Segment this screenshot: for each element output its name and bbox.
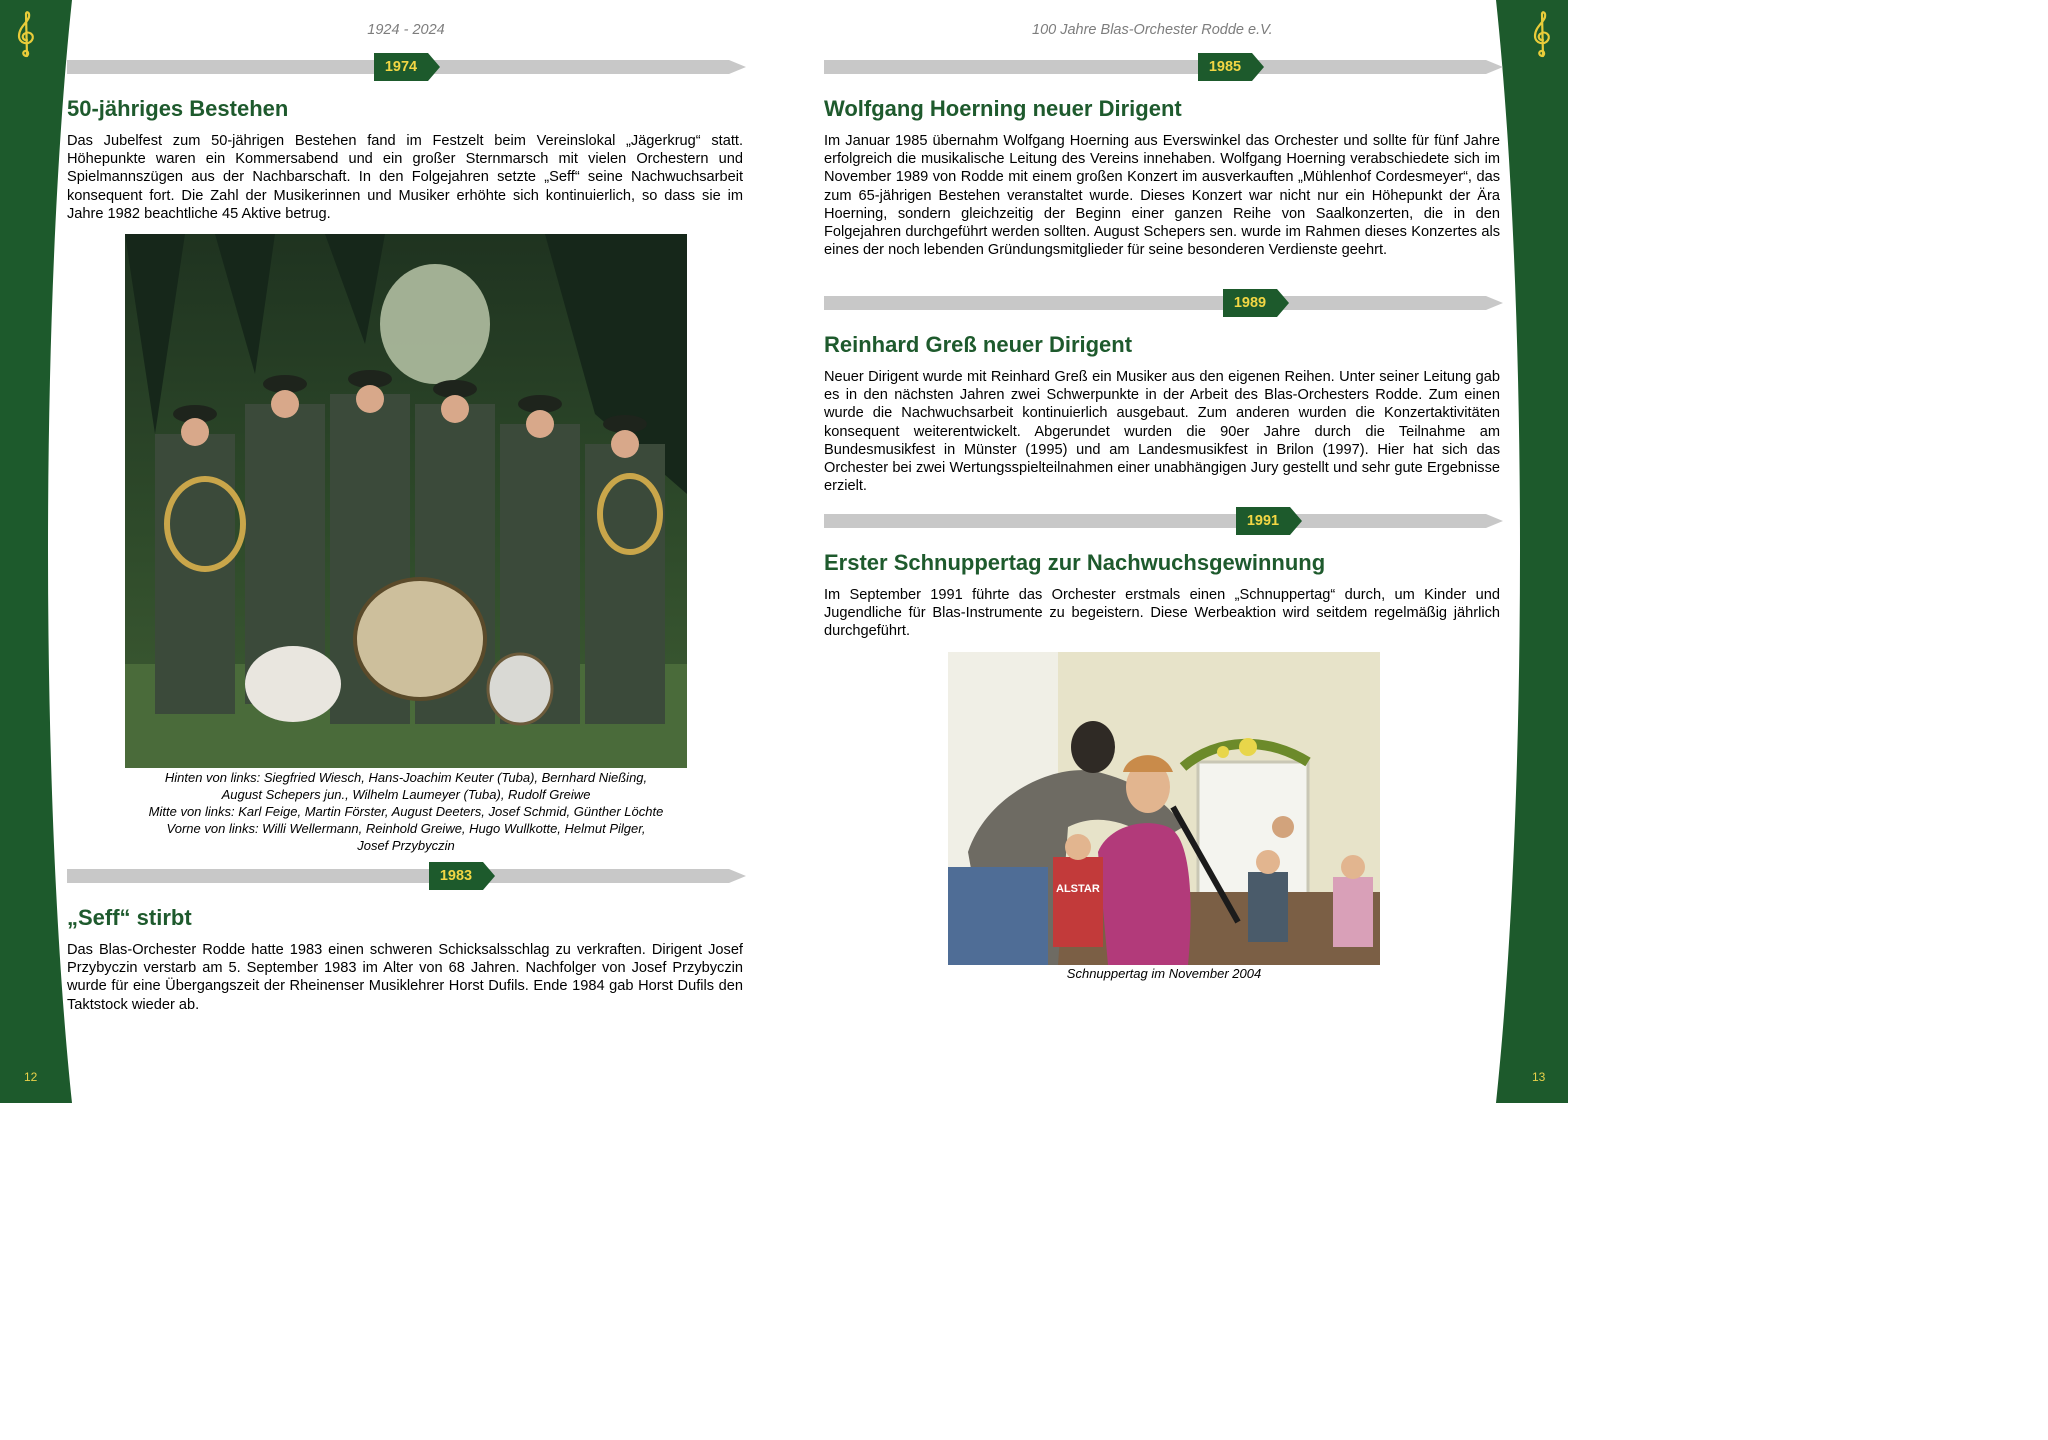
section-text: Neuer Dirigent wurde mit Reinhard Greß ein Musiker aus den eigenen Reihen. Unter seiner Leitung gab es in den nächsten Jahren zwei Schwerpunkte in der Arbeit des Blas-Orchesters Rodde. Zum einen wurde die Nachwuchsarbeit kontinuierlich ausgebaut. Zum anderen wurden die Konzertaktivitäten konsequent weiterentwickelt. Abgerundet wurden die 90er Jahre durch die Teilnahme am Bundesmusikfest in Münster (1995) und am Landesmusikfest in Brilon (1997). Hier hat sich das Orchester bei zwei Wertungsspielteilnahmen einer unabhängigen Jury gestellt und sehr gute Ergebnisse erzielt. <box>824 369 1500 495</box>
section-title: „Seff“ stirbt <box>67 905 192 930</box>
right-page-edge <box>1488 0 1568 1103</box>
section-title: 50-jähriges Bestehen <box>67 96 289 121</box>
shirt-print: ALSTAR <box>1056 883 1100 895</box>
section-text: Das Blas-Orchester Rodde hatte 1983 einen schweren Schicksalsschlag zu verkraften. Dirigent Josef Przybyczin verstarb am 5. September 1983 im Alter von 68 Jahren. Nachfolger von Josef Przybyczin wurde für eine Übergangszeit der Rheinenser Musiklehrer Horst Dufils. Ende 1984 gab Horst Dufils den Taktstock wieder ab. <box>67 942 743 1013</box>
running-header-left: 1924 - 2024 <box>367 22 445 38</box>
timeline-bar <box>67 869 747 883</box>
section-text: Im September 1991 führte das Orchester erstmals einen „Schnuppertag“ durch, um Kinder und Jugendliche für Blas-Instrumente zu begeistern. Diese Werbeaktion wird seitdem regelmäßig jährlich durchgeführt. <box>824 587 1500 640</box>
schnuppertag-photo <box>948 652 1380 965</box>
section-title: Reinhard Greß neuer Dirigent <box>824 332 1133 357</box>
section-text: Im Januar 1985 übernahm Wolfgang Hoerning aus Everswinkel das Orchester und sollte für fünf Jahre erfolgreich die musikalische Leitung des Vereins innehaben. Wolfgang Hoerning verabschiedete sich im November 1989 von Rodde mit einem großen Konzert im ausverkauften „Mühlenhof Cordesmeyer“, das zum 65-jährigen Bestehen veranstaltet wurde. Dieses Konzert war nicht nur ein Höhepunkt der Ära Hoerning, sondern gleichzeitig der Beginn einer ganzen Reihe von Saalkonzerten, die in den Folgejahren durchgeführt werden sollten. August Schepers sen. wurde im Rahmen dieses Konzertes als eines der noch lebenden Gründungsmitglieder für seine besonderen Verdienste geehrt. <box>824 133 1500 259</box>
section-title: Erster Schnuppertag zur Nachwuchsgewinnung <box>824 550 1326 575</box>
section-title: Wolfgang Hoerning neuer Dirigent <box>824 96 1182 121</box>
page-number-right: 13 <box>1532 1070 1546 1084</box>
band-photo <box>125 234 687 768</box>
page-number-left: 12 <box>24 1070 38 1084</box>
timeline-bar <box>824 296 1504 310</box>
timeline-bar <box>824 514 1504 528</box>
timeline-bar <box>824 60 1504 74</box>
photo-caption: Hinten von links: Siegfried Wiesch, Hans-Joachim Keuter (Tuba), Bernhard Nießing, August Schepers jun., Wilhelm Laumeyer (Tuba), Rudolf Greiwe Mitte von links: Karl Feige, Martin Förster, August Deeters, Josef Schmid, Günther Löchte Vorne von links: Willi Wellermann, Reinhold Greiwe, Hugo Wullkotte, Helmut Pilger, Josef Przybyczin <box>148 770 664 853</box>
running-header-right: 100 Jahre Blas-Orchester Rodde e.V. <box>1032 22 1273 38</box>
treble-clef-icon <box>1531 10 1553 58</box>
photo-caption: Schnuppertag im November 2004 <box>1066 966 1262 981</box>
section-text: Das Jubelfest zum 50-jährigen Bestehen fand im Festzelt beim Vereinslokal „Jägerkrug“ statt. Höhepunkte waren ein Kommersabend und ein großer Sternmarsch mit vielen Orchestern und Spielmannszügen aus der Nachbarschaft. In den Folgejahren setzte „Seff“ seine Nachwuchsarbeit konsequent fort. Die Zahl der Musikerinnen und Musiker erhöhte sich kontinuierlich, so dass sie im Jahre 1982 beachtliche 45 Aktive betrug. <box>67 133 743 222</box>
